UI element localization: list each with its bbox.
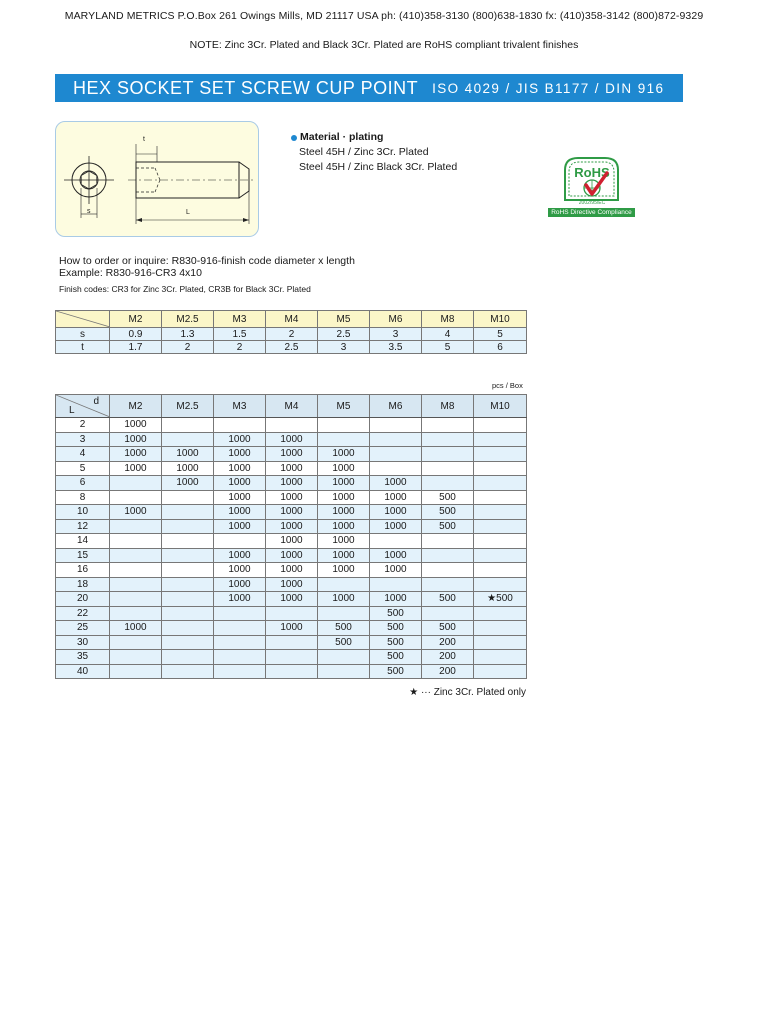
- length-cell: 16: [56, 563, 110, 578]
- quantity-cell: 500: [422, 519, 474, 534]
- dimension-cell: 2.5: [266, 341, 318, 354]
- quantity-cell: [370, 534, 422, 549]
- quantity-cell: [266, 664, 318, 679]
- quantity-cell: [266, 606, 318, 621]
- dimension-cell: 6: [474, 341, 527, 354]
- quantity-cell: [162, 621, 214, 636]
- quantity-cell: [318, 577, 370, 592]
- quantity-cell: [214, 534, 266, 549]
- quantity-cell: 1000: [266, 461, 318, 476]
- quantity-cell: 1000: [266, 548, 318, 563]
- length-cell: 40: [56, 664, 110, 679]
- quantity-cell: [474, 476, 527, 491]
- quantity-cell: [422, 563, 474, 578]
- quantity-cell: [474, 461, 527, 476]
- quantity-cell: 1000: [214, 432, 266, 447]
- quantity-cell: [474, 548, 527, 563]
- quantity-header-cell: M6: [370, 395, 422, 418]
- quantity-cell: [162, 606, 214, 621]
- quantity-cell: 1000: [266, 505, 318, 520]
- quantity-cell: [162, 505, 214, 520]
- quantity-cell: 1000: [318, 461, 370, 476]
- dimension-cell: 4: [422, 328, 474, 341]
- quantity-row: [56, 432, 527, 447]
- quantity-corner-cell: [56, 395, 110, 418]
- quantity-cell: [422, 418, 474, 433]
- quantity-cell: [162, 418, 214, 433]
- diagram-label-length: L: [186, 209, 190, 216]
- quantity-cell: 1000: [214, 577, 266, 592]
- quantity-row: [56, 447, 527, 462]
- quantity-cell: 1000: [266, 592, 318, 607]
- quantity-cell: 1000: [370, 563, 422, 578]
- quantity-cell: 1000: [162, 447, 214, 462]
- quantity-cell: 500: [370, 635, 422, 650]
- quantity-row: [56, 519, 527, 534]
- quantity-cell: 1000: [214, 461, 266, 476]
- ordering-info: [59, 255, 355, 295]
- quantity-cell: [214, 418, 266, 433]
- quantity-cell: 1000: [214, 519, 266, 534]
- quantity-row: [56, 505, 527, 520]
- dimension-table: [55, 310, 527, 354]
- quantity-table: [55, 394, 527, 679]
- length-cell: 18: [56, 577, 110, 592]
- dimension-row-s: [56, 328, 527, 341]
- diagram-label-t: t: [143, 136, 145, 143]
- standards-label: ISO 4029 / JIS B1177 / DIN 916: [432, 80, 665, 96]
- dimension-row-label: t: [56, 341, 110, 354]
- quantity-cell: [162, 650, 214, 665]
- quantity-row: [56, 664, 527, 679]
- quantity-cell: [474, 650, 527, 665]
- diagonal-line: [56, 311, 110, 327]
- quantity-cell: [110, 563, 162, 578]
- quantity-cell: 1000: [110, 418, 162, 433]
- quantity-cell: 1000: [370, 476, 422, 491]
- length-cell: 25: [56, 621, 110, 636]
- quantity-cell: 1000: [318, 592, 370, 607]
- quantity-cell: 1000: [370, 519, 422, 534]
- quantity-header-cell: M2: [110, 395, 162, 418]
- quantity-cell: 500: [318, 635, 370, 650]
- quantity-cell: [110, 519, 162, 534]
- quantity-cell: 1000: [214, 505, 266, 520]
- quantity-cell: [422, 548, 474, 563]
- quantity-cell: 200: [422, 635, 474, 650]
- dimension-cell: 1.5: [214, 328, 266, 341]
- order-example: Example: R830-916-CR3 4x10: [59, 267, 202, 279]
- quantity-cell: [214, 664, 266, 679]
- quantity-cell: [110, 534, 162, 549]
- diagram-label-s: s: [87, 208, 91, 215]
- rohs-caption: RoHS Directive Compliance: [548, 208, 635, 217]
- length-cell: 10: [56, 505, 110, 520]
- quantity-cell: 500: [370, 621, 422, 636]
- quantity-cell: [422, 476, 474, 491]
- quantity-cell: [422, 461, 474, 476]
- quantity-cell: [370, 577, 422, 592]
- quantity-cell: [266, 418, 318, 433]
- dimension-header-cell: M8: [422, 311, 474, 328]
- quantity-cell: [474, 621, 527, 636]
- quantity-header-cell: M4: [266, 395, 318, 418]
- quantity-cell: 500: [370, 650, 422, 665]
- length-cell: 8: [56, 490, 110, 505]
- quantity-cell: [110, 476, 162, 491]
- quantity-cell: [266, 650, 318, 665]
- quantity-cell: [266, 635, 318, 650]
- quantity-cell: [162, 577, 214, 592]
- quantity-cell: [110, 577, 162, 592]
- quantity-cell: 1000: [162, 461, 214, 476]
- quantity-cell: 200: [422, 664, 474, 679]
- quantity-cell: [422, 534, 474, 549]
- quantity-row: [56, 592, 527, 607]
- quantity-row: [56, 461, 527, 476]
- quantity-cell: ★500: [474, 592, 527, 607]
- quantity-cell: [162, 563, 214, 578]
- quantity-cell: [370, 418, 422, 433]
- length-cell: 22: [56, 606, 110, 621]
- dimension-row-t: [56, 341, 527, 354]
- set-screw-diagram: [55, 121, 259, 237]
- quantity-row: [56, 621, 527, 636]
- quantity-header-cell: M10: [474, 395, 527, 418]
- quantity-cell: [474, 447, 527, 462]
- rohs-note: NOTE: Zinc 3Cr. Plated and Black 3Cr. Plated are RoHS compliant trivalent finishes: [189, 39, 579, 51]
- quantity-cell: [110, 635, 162, 650]
- dimension-header-cell: M6: [370, 311, 422, 328]
- dimension-cell: 2: [214, 341, 266, 354]
- quantity-cell: 1000: [318, 505, 370, 520]
- quantity-cell: 1000: [214, 592, 266, 607]
- quantity-cell: [474, 606, 527, 621]
- product-title: HEX SOCKET SET SCREW CUP POINT: [73, 77, 419, 98]
- quantity-cell: [110, 664, 162, 679]
- quantity-cell: [214, 650, 266, 665]
- corner-label-L: L: [69, 405, 75, 416]
- quantity-cell: [422, 447, 474, 462]
- dimension-cell: 1.3: [162, 328, 214, 341]
- length-cell: 3: [56, 432, 110, 447]
- dimension-cell: 2: [266, 328, 318, 341]
- quantity-cell: 1000: [214, 490, 266, 505]
- dimension-header-cell: M2.5: [162, 311, 214, 328]
- quantity-cell: 1000: [266, 447, 318, 462]
- quantity-cell: 1000: [110, 447, 162, 462]
- quantity-cell: 1000: [266, 577, 318, 592]
- quantity-cell: [162, 432, 214, 447]
- quantity-row: [56, 490, 527, 505]
- quantity-cell: [110, 606, 162, 621]
- quantity-cell: 500: [422, 490, 474, 505]
- quantity-cell: 1000: [110, 432, 162, 447]
- quantity-cell: [318, 664, 370, 679]
- dimension-cell: 3: [370, 328, 422, 341]
- quantity-cell: [474, 519, 527, 534]
- quantity-cell: [318, 606, 370, 621]
- quantity-row: [56, 476, 527, 491]
- dimension-header-cell: M5: [318, 311, 370, 328]
- quantity-header-cell: M5: [318, 395, 370, 418]
- quantity-cell: [110, 548, 162, 563]
- quantity-row: [56, 418, 527, 433]
- length-cell: 6: [56, 476, 110, 491]
- product-title-bar: [55, 74, 683, 102]
- length-cell: 12: [56, 519, 110, 534]
- quantity-cell: [474, 635, 527, 650]
- quantity-cell: 1000: [318, 519, 370, 534]
- dimension-header-row: [56, 311, 527, 328]
- quantity-row: [56, 577, 527, 592]
- quantity-header-cell: M2.5: [162, 395, 214, 418]
- quantity-cell: 1000: [370, 592, 422, 607]
- length-cell: 2: [56, 418, 110, 433]
- quantity-cell: 1000: [110, 621, 162, 636]
- quantity-cell: 1000: [214, 563, 266, 578]
- quantity-cell: [474, 505, 527, 520]
- quantity-cell: [422, 606, 474, 621]
- quantity-row: [56, 548, 527, 563]
- dimension-cell: 5: [422, 341, 474, 354]
- quantity-cell: [370, 461, 422, 476]
- quantity-row: [56, 534, 527, 549]
- quantity-cell: [370, 432, 422, 447]
- quantity-cell: 1000: [318, 548, 370, 563]
- quantity-cell: [474, 418, 527, 433]
- quantity-cell: [162, 548, 214, 563]
- quantity-cell: [162, 490, 214, 505]
- quantity-cell: [162, 664, 214, 679]
- quantity-cell: 200: [422, 650, 474, 665]
- company-contact-line: MARYLAND METRICS P.O.Box 261 Owings Mills, MD 21117 USA ph: (410)358-3130 (800)638-1830 fx: (410)358-3142 (800)872-9329: [64, 10, 704, 22]
- quantity-cell: [162, 519, 214, 534]
- order-instructions: How to order or inquire: R830-916-finish code diameter x length: [59, 255, 355, 267]
- quantity-cell: 1000: [110, 461, 162, 476]
- quantity-row: [56, 606, 527, 621]
- quantity-cell: 500: [370, 664, 422, 679]
- dimension-corner-cell: [56, 311, 110, 328]
- pcs-per-box-label: pcs / Box: [492, 381, 523, 390]
- quantity-row: [56, 563, 527, 578]
- quantity-cell: [110, 650, 162, 665]
- length-cell: 5: [56, 461, 110, 476]
- quantity-cell: [318, 418, 370, 433]
- quantity-cell: 1000: [318, 490, 370, 505]
- quantity-cell: [474, 490, 527, 505]
- length-cell: 35: [56, 650, 110, 665]
- dimension-cell: 1.7: [110, 341, 162, 354]
- quantity-cell: 1000: [214, 548, 266, 563]
- quantity-cell: [214, 621, 266, 636]
- quantity-cell: 500: [422, 505, 474, 520]
- quantity-cell: [162, 534, 214, 549]
- diagonal-line: [56, 395, 110, 417]
- material-plating-info: [291, 130, 457, 175]
- rohs-logo-text: RoHS: [574, 165, 610, 180]
- quantity-cell: 1000: [318, 476, 370, 491]
- quantity-cell: 1000: [110, 505, 162, 520]
- quantity-cell: [162, 592, 214, 607]
- quantity-cell: 500: [422, 592, 474, 607]
- length-cell: 14: [56, 534, 110, 549]
- quantity-cell: 1000: [318, 534, 370, 549]
- corner-label-d: d: [93, 396, 99, 407]
- quantity-header-cell: M3: [214, 395, 266, 418]
- dimension-header-cell: M4: [266, 311, 318, 328]
- quantity-cell: 1000: [370, 505, 422, 520]
- dimension-cell: 0.9: [110, 328, 162, 341]
- quantity-cell: 1000: [370, 548, 422, 563]
- quantity-cell: [318, 650, 370, 665]
- quantity-cell: 1000: [266, 534, 318, 549]
- quantity-cell: 1000: [162, 476, 214, 491]
- quantity-cell: 500: [318, 621, 370, 636]
- quantity-cell: 1000: [266, 432, 318, 447]
- dimension-header-cell: M10: [474, 311, 527, 328]
- quantity-cell: [474, 577, 527, 592]
- dimension-cell: 5: [474, 328, 527, 341]
- quantity-header-row: [56, 395, 527, 418]
- dimension-cell: 3.5: [370, 341, 422, 354]
- quantity-cell: 1000: [266, 476, 318, 491]
- material-heading: Material · plating: [300, 131, 384, 143]
- dimension-cell: 2: [162, 341, 214, 354]
- zinc-only-footnote: ★ ··· Zinc 3Cr. Plated only: [409, 687, 526, 698]
- quantity-cell: [474, 563, 527, 578]
- length-cell: 20: [56, 592, 110, 607]
- dimension-cell: 2.5: [318, 328, 370, 341]
- quantity-cell: [318, 432, 370, 447]
- quantity-cell: 1000: [214, 476, 266, 491]
- finish-codes: Finish codes: CR3 for Zinc 3Cr. Plated, CR3B for Black 3Cr. Plated: [59, 284, 311, 294]
- quantity-cell: [110, 490, 162, 505]
- quantity-cell: [474, 664, 527, 679]
- quantity-row: [56, 650, 527, 665]
- quantity-cell: 500: [370, 606, 422, 621]
- quantity-cell: [110, 592, 162, 607]
- rohs-directive-text: 2002/95/EC: [578, 200, 606, 206]
- quantity-cell: [370, 447, 422, 462]
- material-line: Steel 45H / Zinc 3Cr. Plated: [299, 146, 429, 158]
- quantity-cell: [422, 432, 474, 447]
- quantity-cell: 1000: [318, 563, 370, 578]
- set-screw-drawing: [56, 122, 260, 238]
- length-cell: 15: [56, 548, 110, 563]
- quantity-row: [56, 635, 527, 650]
- quantity-cell: [474, 534, 527, 549]
- quantity-cell: [422, 577, 474, 592]
- quantity-cell: 1000: [370, 490, 422, 505]
- quantity-cell: 1000: [214, 447, 266, 462]
- length-cell: 4: [56, 447, 110, 462]
- material-line: Steel 45H / Zinc Black 3Cr. Plated: [299, 161, 458, 173]
- dimension-header-cell: M2: [110, 311, 162, 328]
- dimension-header-cell: M3: [214, 311, 266, 328]
- quantity-cell: [162, 635, 214, 650]
- dimension-row-label: s: [56, 328, 110, 341]
- bullet-icon: [291, 135, 297, 141]
- quantity-cell: [214, 635, 266, 650]
- quantity-cell: 1000: [318, 447, 370, 462]
- dimension-cell: 3: [318, 341, 370, 354]
- length-cell: 30: [56, 635, 110, 650]
- quantity-header-cell: M8: [422, 395, 474, 418]
- quantity-cell: 1000: [266, 519, 318, 534]
- quantity-cell: [214, 606, 266, 621]
- quantity-cell: 1000: [266, 563, 318, 578]
- quantity-cell: 500: [422, 621, 474, 636]
- quantity-cell: [474, 432, 527, 447]
- quantity-cell: 1000: [266, 490, 318, 505]
- quantity-cell: 1000: [266, 621, 318, 636]
